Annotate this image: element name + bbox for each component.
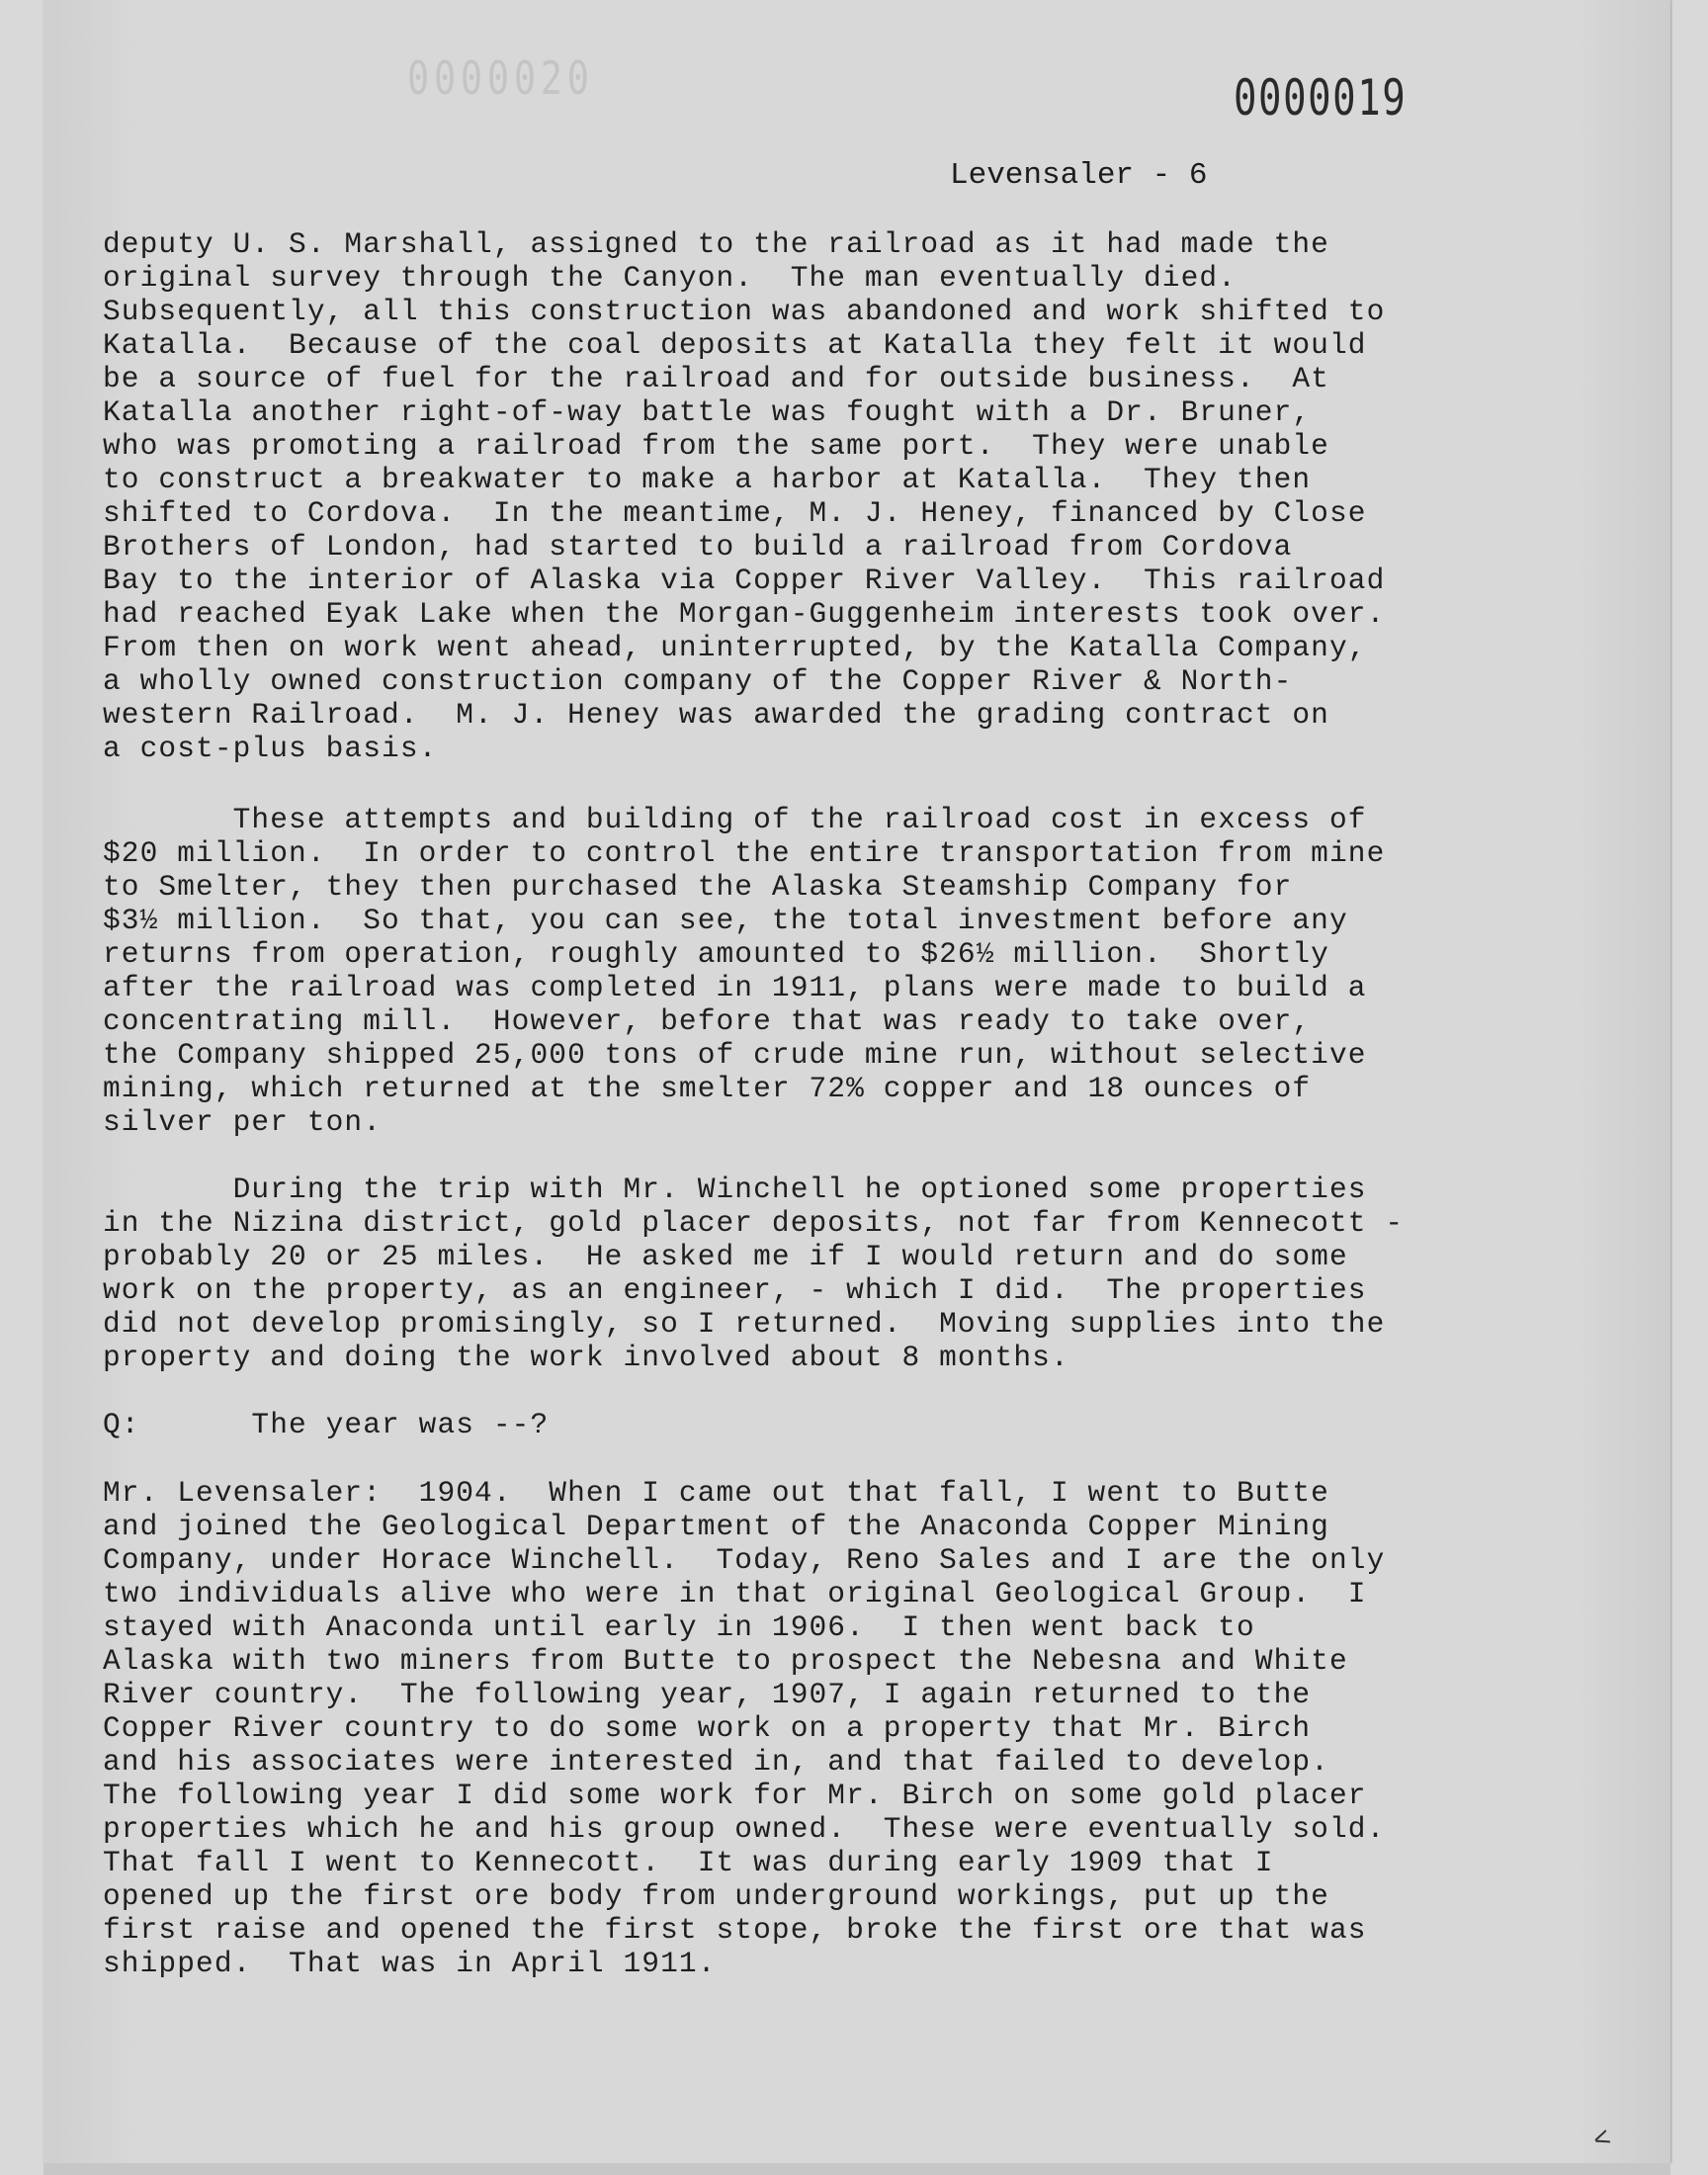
text-line: Katalla. Because of the coal deposits at Katalla they felt it would: [103, 328, 1367, 362]
text-line: From then on work went ahead, uninterrupted, by the Katalla Company,: [103, 631, 1367, 664]
paragraph-5: [103, 1476, 1546, 1980]
text-line: River country. The following year, 1907, I again returned to the: [103, 1678, 1312, 1711]
paragraph-3: [103, 1173, 1546, 1374]
text-line: $3½ million. So that, you can see, the total investment before any: [103, 904, 1348, 937]
paragraph-2: [103, 803, 1546, 1139]
text-line: stayed with Anaconda until early in 1906. I then went back to: [103, 1610, 1255, 1644]
paragraph-1: [103, 227, 1546, 765]
text-line: property and doing the work involved about 8 months.: [103, 1341, 1069, 1374]
text-line: and joined the Geological Department of the Anaconda Copper Mining: [103, 1510, 1329, 1543]
text-line: work on the property, as an engineer, - which I did. The properties: [103, 1273, 1367, 1307]
text-line: the Company shipped 25,000 tons of crude mine run, without selective: [103, 1038, 1367, 1072]
text-line: shifted to Cordova. In the meantime, M. J. Heney, financed by Close: [103, 496, 1367, 530]
text-line: to Smelter, they then purchased the Alaska Steamship Company for: [103, 870, 1293, 904]
text-line: who was promoting a railroad from the same port. They were unable: [103, 429, 1329, 463]
text-line: Mr. Levensaler: 1904. When I came out that fall, I went to Butte: [103, 1476, 1329, 1510]
text-line: Q: The year was --?: [103, 1408, 550, 1441]
text-line: and his associates were interested in, and that failed to develop.: [103, 1745, 1329, 1779]
text-line: a wholly owned construction company of the Copper River & North-: [103, 664, 1293, 698]
text-line: Alaska with two miners from Butte to prospect the Nebesna and White: [103, 1644, 1348, 1678]
text-line: That fall I went to Kennecott. It was during early 1909 that I: [103, 1846, 1274, 1879]
text-line: mining, which returned at the smelter 72% copper and 18 ounces of: [103, 1072, 1312, 1105]
text-line: Copper River country to do some work on a property that Mr. Birch: [103, 1711, 1312, 1745]
page-bottom-edge: [43, 2163, 1670, 2175]
text-line: These attempts and building of the railroad cost in excess of: [103, 803, 1367, 836]
text-line: a cost-plus basis.: [103, 732, 438, 765]
faded-page-stamp: 0000020: [407, 51, 594, 105]
text-line: properties which he and his group owned. These were eventually sold.: [103, 1812, 1386, 1846]
text-line: During the trip with Mr. Winchell he optioned some properties: [103, 1173, 1367, 1206]
page-number-stamp: 0000019: [1234, 69, 1408, 127]
text-line: opened up the first ore body from underground workings, put up the: [103, 1879, 1329, 1913]
text-line: concentrating mill. However, before that was ready to take over,: [103, 1004, 1312, 1038]
text-line: be a source of fuel for the railroad and for outside business. At: [103, 362, 1329, 395]
text-line: to construct a breakwater to make a harbor at Katalla. They then: [103, 463, 1312, 496]
text-line: The following year I did some work for Mr. Birch on some gold placer: [103, 1779, 1367, 1812]
text-line: had reached Eyak Lake when the Morgan-Guggenheim interests took over.: [103, 597, 1386, 631]
text-line: silver per ton.: [103, 1105, 383, 1139]
text-line: deputy U. S. Marshall, assigned to the railroad as it had made the: [103, 227, 1329, 261]
text-line: probably 20 or 25 miles. He asked me if I would return and do some: [103, 1240, 1348, 1273]
text-line: Company, under Horace Winchell. Today, Reno Sales and I are the only: [103, 1543, 1386, 1577]
text-line: $20 million. In order to control the entire transportation from mine: [103, 836, 1386, 870]
text-line: did not develop promisingly, so I returned. Moving supplies into the: [103, 1307, 1386, 1341]
text-line: Bay to the interior of Alaska via Copper River Valley. This railroad: [103, 564, 1386, 597]
check-mark: <: [1589, 2124, 1616, 2158]
text-line: in the Nizina district, gold placer deposits, not far from Kennecott -: [103, 1206, 1405, 1240]
text-line: Katalla another right-of-way battle was fought with a Dr. Bruner,: [103, 395, 1312, 429]
running-head: Levensaler - 6: [950, 158, 1208, 193]
text-line: original survey through the Canyon. The man eventually died.: [103, 261, 1237, 295]
text-line: first raise and opened the first stope, broke the first ore that was: [103, 1913, 1367, 1947]
text-line: Subsequently, all this construction was abandoned and work shifted to: [103, 295, 1386, 328]
text-line: two individuals alive who were in that original Geological Group. I: [103, 1577, 1367, 1610]
question-line: [103, 1408, 1546, 1441]
text-line: Brothers of London, had started to build a railroad from Cordova: [103, 530, 1293, 564]
text-line: returns from operation, roughly amounted to $26½ million. Shortly: [103, 937, 1329, 971]
text-line: western Railroad. M. J. Heney was awarded the grading contract on: [103, 698, 1329, 732]
text-line: after the railroad was completed in 1911, plans were made to build a: [103, 971, 1367, 1004]
text-line: shipped. That was in April 1911.: [103, 1947, 717, 1980]
